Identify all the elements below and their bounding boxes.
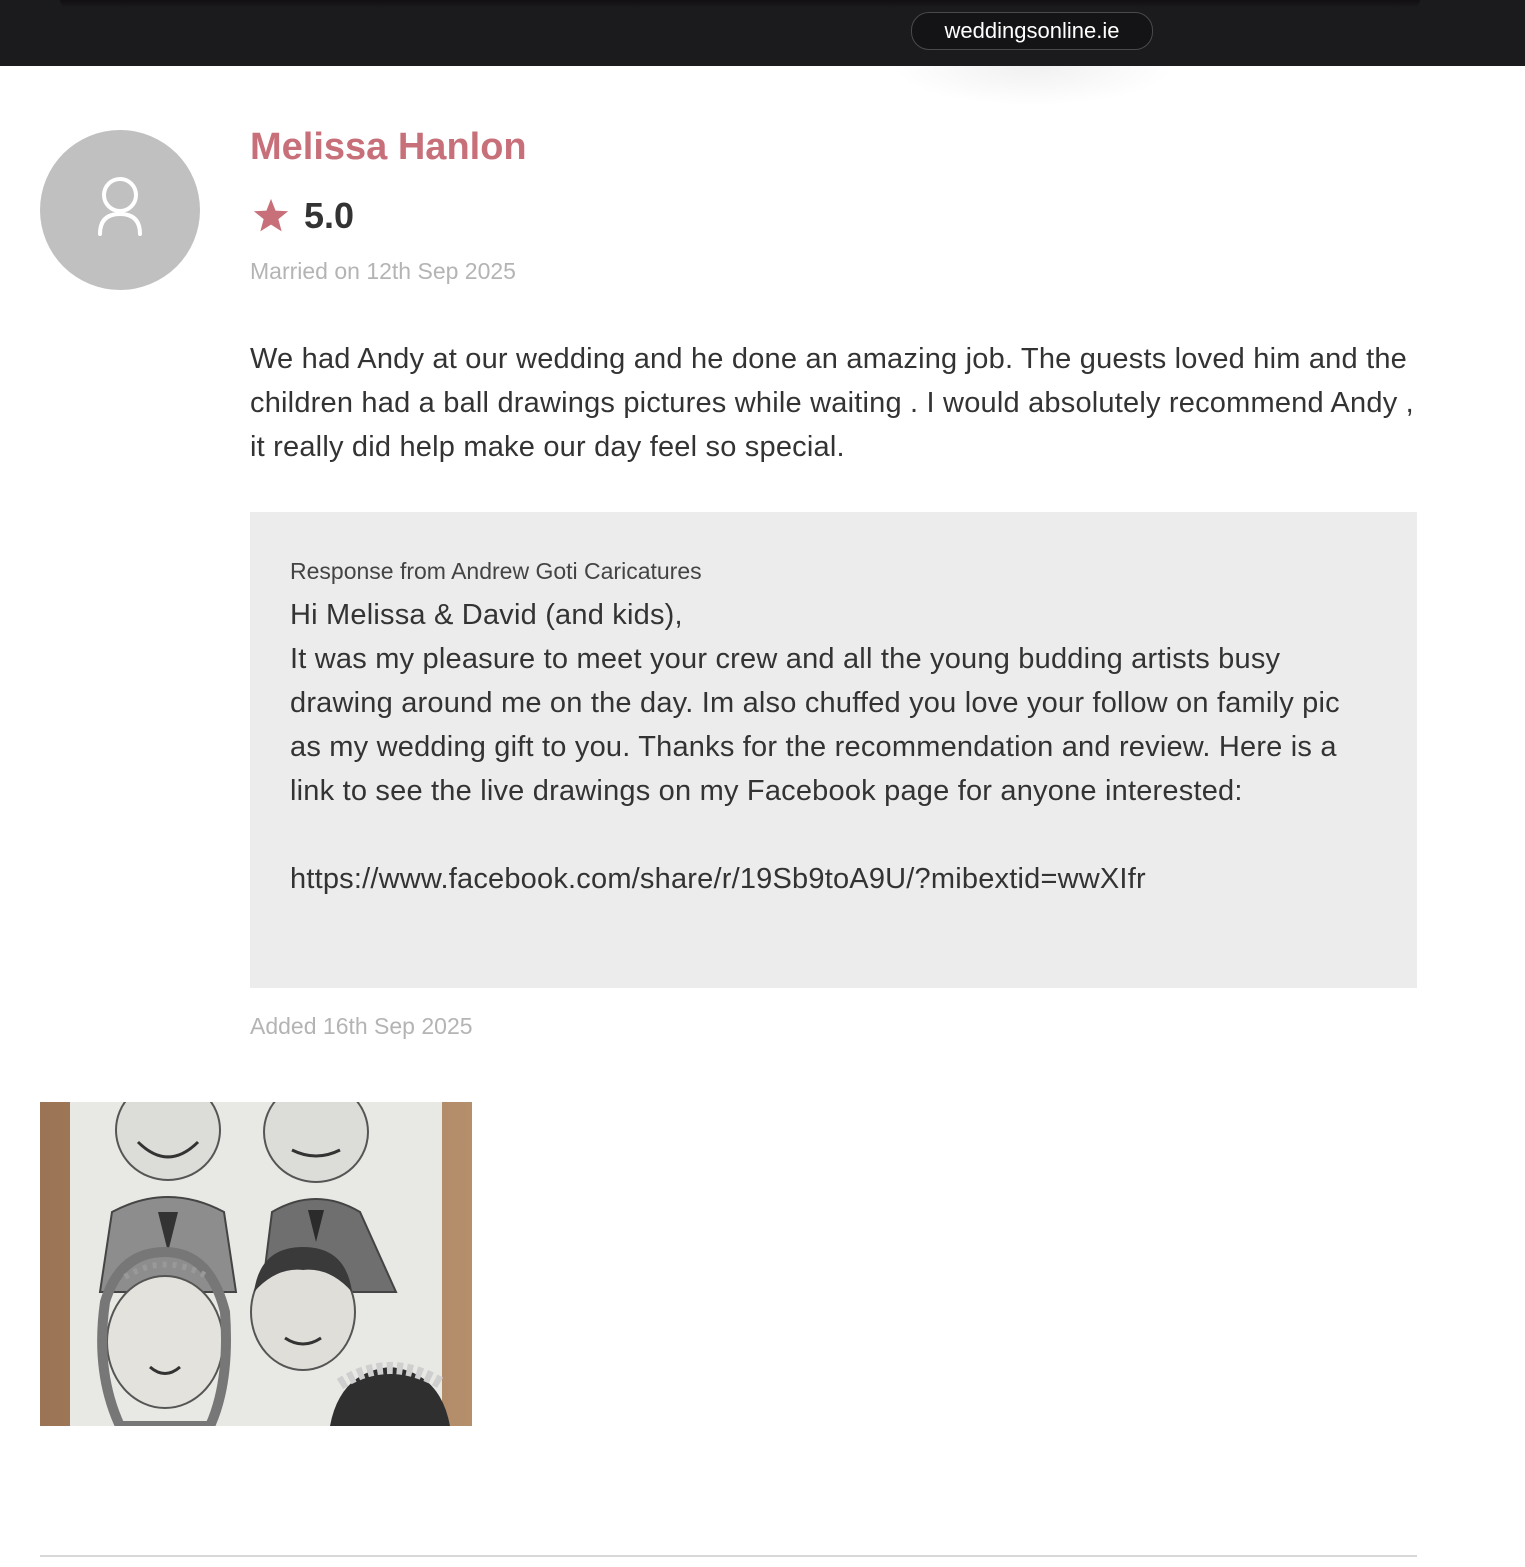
divider [40,1555,1417,1557]
review-text: We had Andy at our wedding and he done an amazing job. The guests loved him and the children had a ball drawings pictures while waiting . I would absolutely recommend Andy , it really did help make our day feel so special. [250,343,1414,463]
user-icon [40,130,200,290]
rating [250,194,354,238]
caricature-drawing-image [40,1102,472,1426]
star-icon [250,195,292,237]
added-date: Added 16th Sep 2025 [250,1013,473,1039]
browser-top-bar [0,0,1525,66]
url-pill-shadow [890,66,1175,106]
response-body: Hi Melissa & David (and kids), It was my pleasure to meet your crew and all the young budding artists busy drawing around me on the day. Im also chuffed you love your follow on family pic as my wedding gift to you. Thanks for the recommendation and review. Here is a link to see the live drawings on my Facebook page for anyone interested: https://www.facebook.com/share/r/19Sb9toA9U/?mibextid=wwXIfr [290,599,1340,895]
rating-score: 5.0 [304,195,355,236]
married-date: Married on 12th Sep 2025 [250,258,516,284]
reviewer-name: Melissa Hanlon [250,126,527,168]
avatar [40,130,200,290]
top-bar-shadow [60,0,1420,8]
response-from: Response from Andrew Goti Caricatures [290,558,702,584]
vendor-response [250,512,1417,988]
review-photo[interactable] [40,1102,472,1426]
url-pill[interactable]: weddingsonline.ie [911,12,1153,50]
